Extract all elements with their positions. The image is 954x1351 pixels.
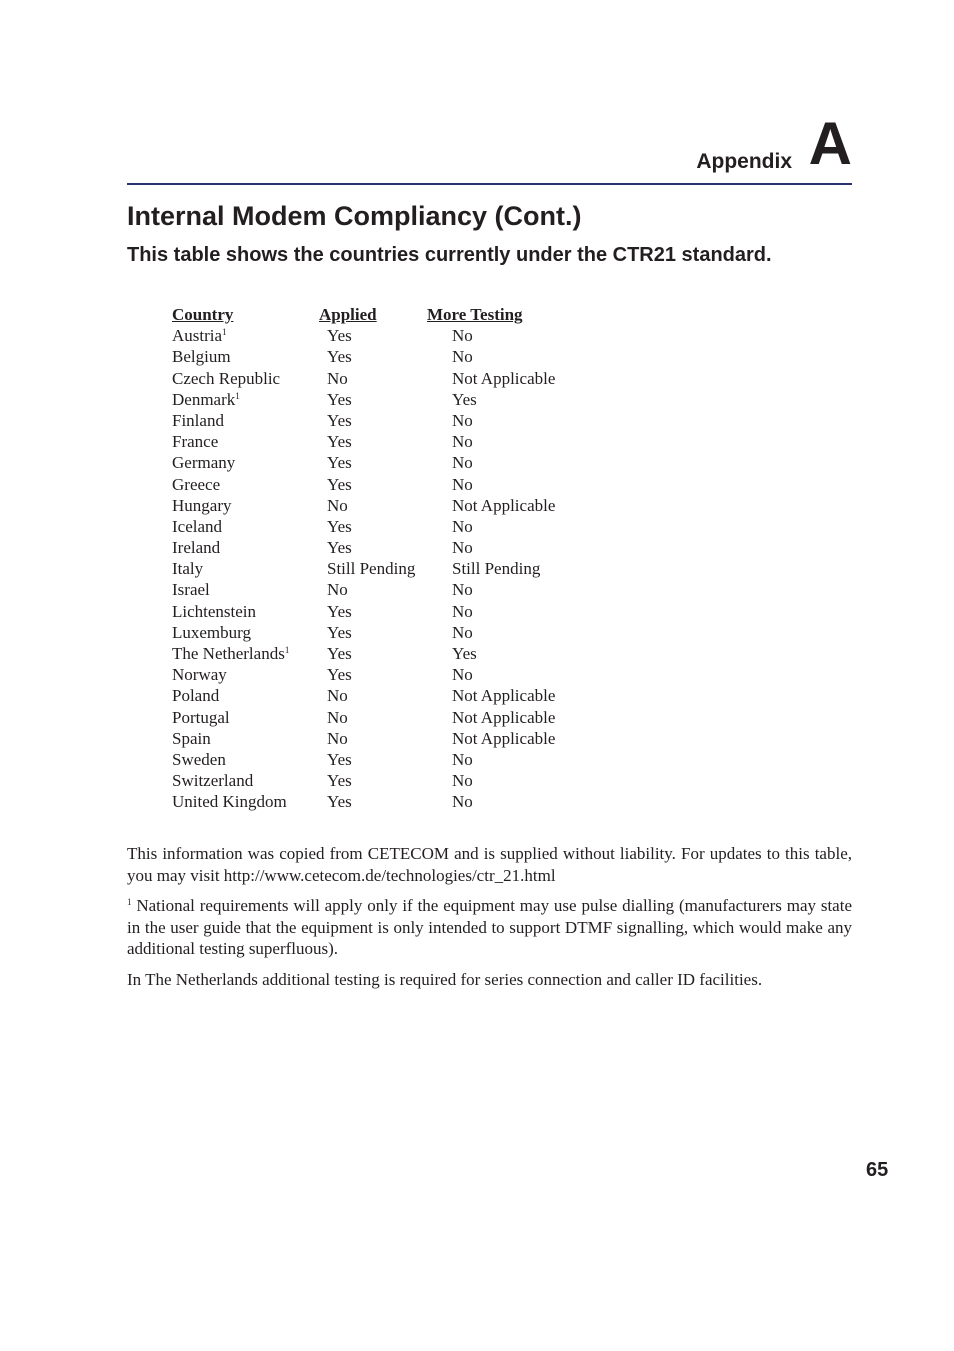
footnote-text: National requirements will apply only if the equipment may use pulse dialling (manufacturers may state in the user guide that the equipment is only intended to support DTMF signalling, which would make any additional testing superfluous). — [127, 896, 852, 958]
applied-cell: No — [327, 686, 348, 706]
more-testing-cell: No — [452, 410, 473, 430]
country-cell — [172, 410, 224, 431]
country-name: The Netherlands — [172, 644, 285, 663]
country-cell — [172, 431, 218, 452]
applied-cell: Yes — [327, 601, 352, 621]
column-header-more-testing: More Testing — [427, 305, 523, 324]
more-testing-cell: No — [452, 347, 473, 367]
country-cell — [172, 346, 231, 367]
country-name: Finland — [172, 410, 224, 430]
applied-cell: Yes — [327, 749, 352, 769]
country-name: Spain — [172, 728, 211, 748]
info-paragraph: This information was copied from CETECOM and is supplied without liability. For updates to this table, you may visit http://www.cetecom.de/technologies/ctr_21.html — [127, 844, 852, 885]
country-cell — [172, 685, 219, 706]
country-name: Israel — [172, 580, 210, 600]
country-cell — [172, 368, 280, 389]
country-name: Iceland — [172, 516, 223, 536]
more-testing-cell: No — [452, 792, 473, 812]
more-testing-cell: No — [452, 665, 473, 685]
applied-cell: No — [327, 368, 348, 388]
page-subtitle: This table shows the countries currently under the CTR21 standard. — [127, 244, 772, 266]
applied-cell: No — [327, 707, 348, 727]
footnote — [127, 895, 852, 960]
country-cell — [172, 452, 235, 473]
applied-cell: Yes — [327, 665, 352, 685]
country-name: Switzerland — [172, 771, 254, 791]
country-cell — [172, 601, 256, 622]
applied-cell: Yes — [327, 432, 352, 452]
applied-cell: Yes — [327, 453, 352, 473]
country-name: Luxemburg — [172, 622, 252, 642]
country-cell — [172, 749, 226, 770]
page-number: 65 — [866, 1159, 889, 1181]
more-testing-cell: No — [452, 326, 473, 346]
country-footnote-marker: 1 — [284, 645, 290, 655]
more-testing-cell: Yes — [452, 389, 477, 409]
applied-cell: Yes — [327, 474, 352, 494]
netherlands-note: In The Netherlands additional testing is required for series connection and caller ID facilities. — [127, 970, 763, 989]
country-cell — [172, 558, 203, 579]
country-cell — [172, 579, 210, 600]
country-name: Lichtenstein — [172, 601, 257, 621]
more-testing-cell: No — [452, 622, 473, 642]
applied-cell: Yes — [327, 771, 352, 791]
more-testing-cell: Yes — [452, 644, 477, 663]
more-testing-cell: Not Applicable — [452, 495, 556, 515]
more-testing-cell: No — [452, 453, 473, 473]
more-testing-cell: Not Applicable — [452, 686, 556, 706]
country-cell — [172, 791, 287, 812]
header-rule — [127, 183, 852, 185]
applied-cell: Still Pending — [327, 559, 416, 579]
applied-cell: Yes — [327, 326, 352, 346]
country-name: Poland — [172, 686, 220, 706]
country-cell — [172, 664, 227, 685]
country-name: Belgium — [172, 347, 231, 367]
applied-cell: Yes — [327, 347, 352, 367]
more-testing-cell: Not Applicable — [452, 728, 556, 748]
country-name: Greece — [172, 474, 221, 494]
country-name: Czech Republic — [172, 368, 281, 388]
more-testing-cell: No — [452, 601, 473, 621]
applied-cell: Yes — [327, 410, 352, 430]
applied-cell: No — [327, 580, 348, 600]
appendix-label: Appendix — [696, 150, 792, 173]
country-name: Italy — [172, 559, 204, 579]
country-cell — [172, 537, 220, 558]
more-testing-cell: Still Pending — [452, 559, 541, 579]
country-cell — [172, 770, 253, 791]
appendix-letter: A — [808, 110, 852, 177]
page-title: Internal Modem Compliancy (Cont.) — [127, 201, 582, 231]
country-name: Denmark — [172, 389, 236, 409]
country-footnote-marker: 1 — [235, 390, 240, 401]
country-name: Sweden — [172, 749, 226, 769]
country-cell — [172, 325, 227, 346]
more-testing-cell: No — [452, 432, 473, 452]
country-cell — [172, 622, 251, 643]
country-name: Germany — [172, 453, 236, 473]
country-name: Ireland — [172, 538, 221, 558]
country-name: United Kingdom — [172, 792, 287, 812]
applied-cell: Yes — [327, 622, 352, 642]
applied-cell: Yes — [327, 516, 352, 536]
column-header-country: Country — [172, 305, 234, 324]
applied-cell: No — [327, 728, 348, 748]
country-cell — [172, 516, 222, 537]
more-testing-cell: No — [452, 474, 473, 494]
appendix-header — [127, 110, 852, 184]
more-testing-cell: No — [452, 749, 473, 769]
country-name: France — [172, 432, 219, 452]
footnote-marker: 1 — [127, 897, 132, 907]
applied-cell: No — [327, 495, 348, 515]
country-cell — [172, 707, 230, 728]
applied-cell: Yes — [327, 538, 352, 558]
country-name: Austria — [172, 326, 223, 346]
applied-cell: Yes — [327, 644, 352, 663]
more-testing-cell: No — [452, 771, 473, 791]
country-cell — [172, 474, 220, 495]
more-testing-cell: No — [452, 516, 473, 536]
country-cell — [172, 643, 289, 664]
more-testing-cell: Not Applicable — [452, 368, 556, 388]
country-cell — [172, 728, 211, 749]
applied-cell: Yes — [327, 389, 352, 409]
country-name: Hungary — [172, 495, 232, 515]
more-testing-cell: No — [452, 580, 473, 600]
column-header-applied: Applied — [319, 305, 377, 324]
applied-cell: Yes — [327, 792, 352, 812]
country-name: Portugal — [172, 707, 230, 727]
more-testing-cell: Not Applicable — [452, 707, 556, 727]
country-name: Norway — [172, 665, 227, 685]
more-testing-cell: No — [452, 538, 473, 558]
country-cell — [172, 389, 240, 410]
country-cell — [172, 495, 231, 516]
country-footnote-marker: 1 — [222, 327, 227, 338]
